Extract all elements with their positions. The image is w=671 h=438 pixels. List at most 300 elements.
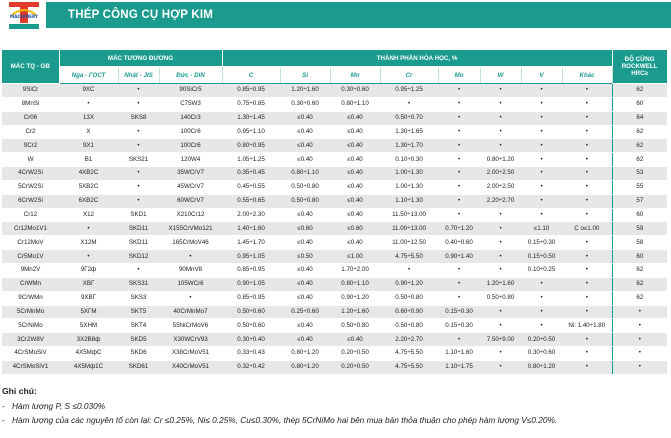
table-cell: 1.30÷1.70 (380, 139, 438, 153)
hardness-cell: • (612, 305, 667, 319)
table-row (2, 194, 667, 208)
table-cell: • (562, 111, 612, 125)
table-cell: 1.20÷1.60 (480, 277, 521, 291)
table-cell: • (562, 208, 612, 222)
table-cell: 9Г2ф (59, 263, 118, 277)
subheader-cell: Nhật - JIS (118, 67, 159, 84)
hardness-cell: 64 (612, 111, 667, 125)
header-hardness: ĐỘ CỨNG ROCKWELL HRC≥ (612, 50, 667, 84)
page-header (0, 0, 671, 31)
table-cell: X155CrVMo121 (159, 222, 222, 236)
table-row (2, 167, 667, 181)
table-cell: ≤0.40 (330, 194, 380, 208)
table-cell: 1.00÷1.30 (380, 167, 438, 181)
table-row (2, 277, 667, 291)
table-cell: SKD11 (118, 236, 159, 250)
table-cell: 4.75÷5.50 (380, 347, 438, 361)
table-cell: 4X5MфC (59, 347, 118, 361)
subheader-cell: Mo (438, 67, 480, 84)
table-cell: • (521, 139, 562, 153)
table-cell: 45WCrV7 (159, 180, 222, 194)
table-cell: 4.75÷5.50 (380, 250, 438, 264)
table-cell: ≤0.50 (280, 250, 330, 264)
table-cell: 0.50÷0.80 (280, 180, 330, 194)
table-cell: • (480, 263, 521, 277)
table-cell: • (480, 139, 521, 153)
table-cell: 0.30÷0.60 (280, 97, 330, 111)
table-cell: • (521, 305, 562, 319)
table-cell: • (438, 180, 480, 194)
table-cell: 0.50÷0.80 (330, 319, 380, 333)
table-row (2, 97, 667, 111)
table-cell: 165CrMoV46 (159, 236, 222, 250)
table-cell: 0.90÷1.40 (438, 250, 480, 264)
table-cell: 0.75÷0.85 (222, 97, 280, 111)
hardness-cell: 62 (612, 153, 667, 167)
subheader-cell: V (521, 67, 562, 84)
hardness-cell: 60 (612, 97, 667, 111)
grade-cell: Cr06 (2, 111, 59, 125)
table-cell: X210Cr12 (159, 208, 222, 222)
table-cell: ≤0.40 (280, 263, 330, 277)
table-cell: • (480, 97, 521, 111)
table-cell: C o≤1.00 (562, 222, 612, 236)
table-cell: • (480, 360, 521, 374)
table-cell: • (59, 222, 118, 236)
table-cell: SKT5 (118, 305, 159, 319)
hardness-cell: 59 (612, 222, 667, 236)
table-cell: 0.80÷1.20 (480, 153, 521, 167)
table-cell: • (480, 347, 521, 361)
table-cell: 2.00÷2.50 (480, 167, 521, 181)
table-cell: • (562, 291, 612, 305)
table-cell: 0.95÷1.10 (222, 125, 280, 139)
table-cell: • (521, 180, 562, 194)
table-cell: SKS31 (118, 277, 159, 291)
table-cell: • (562, 347, 612, 361)
hardness-cell: • (612, 333, 667, 347)
table-cell: 0.50÷0.60 (222, 305, 280, 319)
table-cell: • (380, 263, 438, 277)
table-cell: • (562, 84, 612, 98)
table-cell: • (118, 180, 159, 194)
table-cell: 0.80÷0.95 (222, 139, 280, 153)
header-composition: THÀNH PHẦN HÓA HỌC, % (222, 50, 612, 67)
table-cell: • (438, 97, 480, 111)
grade-cell: Cr12Mo1V1 (2, 222, 59, 236)
table-cell: 0.85÷0.95 (222, 291, 280, 305)
table-cell: 9X1 (59, 139, 118, 153)
subheader-cell: C (222, 67, 280, 84)
table-cell: 1.45÷1.70 (222, 236, 280, 250)
table-cell: 90MnV8 (159, 263, 222, 277)
table-cell: 2.00÷2.30 (222, 208, 280, 222)
table-cell: 55NiCrMoV6 (159, 319, 222, 333)
table-cell: ≤0.40 (280, 125, 330, 139)
table-cell: X40CrMoV51 (159, 360, 222, 374)
subheader-cell: Khác (562, 67, 612, 84)
table-cell: 1.20÷1.60 (280, 84, 330, 98)
table-cell: • (59, 97, 118, 111)
table-cell: 0.50÷0.60 (222, 319, 280, 333)
table-cell: • (562, 167, 612, 181)
grade-cell: 9CrWMn (2, 291, 59, 305)
subheader-cell: Mn (330, 67, 380, 84)
table-cell: 5XB2C (59, 180, 118, 194)
grade-cell: Cr12MoV (2, 236, 59, 250)
table-cell: 2.20÷2.70 (480, 194, 521, 208)
subheader-cell: Đức - DIN (159, 67, 222, 84)
alloy-tool-steel-table (2, 50, 668, 375)
hardness-cell: 60 (612, 250, 667, 264)
notes-title: Ghi chú: (2, 386, 37, 396)
table-cell: • (480, 236, 521, 250)
table-cell: • (480, 305, 521, 319)
table-cell: 0.20÷0.50 (330, 347, 380, 361)
table-cell: SKD1 (118, 208, 159, 222)
table-cell: Ni: 1.40÷1.80 (562, 319, 612, 333)
hardness-cell: 55 (612, 180, 667, 194)
hardness-cell: 62 (612, 263, 667, 277)
grade-cell: 8MnSi (2, 97, 59, 111)
table-cell: • (562, 333, 612, 347)
table-cell: • (562, 360, 612, 374)
hardness-cell: 62 (612, 291, 667, 305)
table-cell: XBГ (59, 277, 118, 291)
subheader-cell: Nga - ГОСТ (59, 67, 118, 84)
table-cell: SKD11 (118, 222, 159, 236)
table-cell: ≤0.40 (330, 236, 380, 250)
table-cell: ≤0.40 (330, 153, 380, 167)
table-cell: • (521, 111, 562, 125)
hardness-cell: 53 (612, 167, 667, 181)
table-cell: 100Cr6 (159, 139, 222, 153)
table-cell: ≤0.40 (330, 333, 380, 347)
table-cell: ≤0.40 (330, 180, 380, 194)
grade-cell: 4CrSMoSiV (2, 347, 59, 361)
svg-text:MACHINERY: MACHINERY (10, 14, 38, 19)
table-cell: X (59, 125, 118, 139)
table-cell: 35WCrV7 (159, 167, 222, 181)
table-cell: 1.05÷1.25 (222, 153, 280, 167)
hardness-cell: 57 (612, 194, 667, 208)
header-grade: MÁC TQ - GB (2, 50, 59, 84)
table-cell: • (480, 125, 521, 139)
table-cell: • (521, 125, 562, 139)
table-cell: 0.90÷1.05 (222, 277, 280, 291)
table-cell: 7.50÷9.00 (480, 333, 521, 347)
table-cell: • (118, 167, 159, 181)
table-cell: • (521, 153, 562, 167)
table-cell: C75W3 (159, 97, 222, 111)
table-cell: X12M (59, 236, 118, 250)
table-cell: 0.25÷0.60 (280, 305, 330, 319)
table-cell: 1.30÷1.45 (222, 111, 280, 125)
hardness-cell: 62 (612, 125, 667, 139)
table-cell: SKT4 (118, 319, 159, 333)
table-row (2, 250, 667, 264)
table-cell: SKD12 (118, 250, 159, 264)
table-cell: 4XB2C (59, 167, 118, 181)
table-cell: 0.50÷0.80 (380, 319, 438, 333)
table-cell: • (562, 194, 612, 208)
table-cell: • (118, 97, 159, 111)
table-cell: 5XHM (59, 319, 118, 333)
table-cell: 6XB2C (59, 194, 118, 208)
table-cell: ≤0.40 (280, 277, 330, 291)
table-cell: ≤0.40 (280, 333, 330, 347)
table-cell: • (438, 167, 480, 181)
table-cell: X38CrMoV51 (159, 347, 222, 361)
table-cell: 60WCrV7 (159, 194, 222, 208)
table-cell: 0.50÷0.80 (380, 291, 438, 305)
table-cell: • (438, 263, 480, 277)
table-cell: 0.55÷0.65 (222, 194, 280, 208)
table-cell: 0.10÷0.30 (380, 153, 438, 167)
table-cell: ≤0.40 (330, 111, 380, 125)
table-cell: 0.15÷0.30 (521, 236, 562, 250)
table-cell: 0.45÷0.55 (222, 180, 280, 194)
table-cell: • (480, 250, 521, 264)
table-cell: 0.35÷0.45 (222, 167, 280, 181)
grade-cell: 5CrNiMo (2, 319, 59, 333)
grade-cell: 5CrW2Si (2, 180, 59, 194)
table-cell: 0.80÷1.20 (521, 360, 562, 374)
table-cell: 0.30÷0.60 (330, 84, 380, 98)
grade-cell: 3Cr2W8V (2, 333, 59, 347)
machinery-logo (8, 1, 40, 30)
table-cell: B1 (59, 153, 118, 167)
table-cell: 0.15÷0.30 (438, 319, 480, 333)
table-cell: • (521, 277, 562, 291)
table-cell: • (438, 84, 480, 98)
table-cell: • (521, 97, 562, 111)
grade-cell: 9SiCr (2, 84, 59, 98)
table-cell: 4.75÷5.50 (380, 360, 438, 374)
table-cell: 2.20÷2.70 (380, 333, 438, 347)
table-cell: • (438, 139, 480, 153)
table-cell: 1.70÷2.00 (330, 263, 380, 277)
table-row (2, 263, 667, 277)
table-cell: • (438, 111, 480, 125)
table-cell: 0.80÷1.20 (280, 347, 330, 361)
hardness-cell: 62 (612, 139, 667, 153)
table-cell: • (521, 167, 562, 181)
table-cell: 0.80÷1.20 (280, 360, 330, 374)
grade-cell: W (2, 153, 59, 167)
table-cell: • (438, 194, 480, 208)
table-cell: ≤0.40 (280, 319, 330, 333)
table-cell: • (118, 84, 159, 98)
table-cell: ≤0.40 (330, 167, 380, 181)
table-cell: 0.50÷0.70 (380, 111, 438, 125)
table-cell: ≤0.60 (280, 222, 330, 236)
table-cell: • (521, 208, 562, 222)
table-cell: • (438, 208, 480, 222)
table-cell: 1.40÷1.60 (222, 222, 280, 236)
table-cell: 0.30÷0.40 (222, 333, 280, 347)
grade-cell: 9Mn2V (2, 263, 59, 277)
table-cell: 1.20÷1.60 (330, 305, 380, 319)
table-cell: 13X (59, 111, 118, 125)
table-row (2, 347, 667, 361)
table-cell: • (480, 208, 521, 222)
table-cell: SKD6 (118, 347, 159, 361)
table-cell: 0.15÷0.30 (438, 305, 480, 319)
table-cell: 1.10÷1.30 (380, 194, 438, 208)
grade-cell: 5CrMnMo (2, 305, 59, 319)
table-row (2, 84, 667, 98)
table-cell: • (118, 125, 159, 139)
table-cell: ≤0.40 (280, 139, 330, 153)
table-cell: 0.30÷0.60 (521, 347, 562, 361)
table-cell: • (480, 222, 521, 236)
header-equivalent: MÁC TƯƠNG ĐƯƠNG (59, 50, 222, 67)
table-cell: X12 (59, 208, 118, 222)
grade-cell: Cr12 (2, 208, 59, 222)
grade-cell: 6CrW2Si (2, 194, 59, 208)
grade-cell: CrWMn (2, 277, 59, 291)
table-cell: • (562, 236, 612, 250)
table-cell: SKD5 (118, 333, 159, 347)
table-cell: 0.85÷0.95 (222, 263, 280, 277)
table-cell: ≤1.10 (521, 222, 562, 236)
table-cell: ≤0.60 (330, 222, 380, 236)
table-cell: 9XBГ (59, 291, 118, 305)
table-cell: • (562, 250, 612, 264)
table-cell: 0.90÷1.20 (380, 277, 438, 291)
table-cell: • (59, 250, 118, 264)
table-cell: 11.50÷13.00 (380, 208, 438, 222)
table-row (2, 208, 667, 222)
table-cell: 100Cr6 (159, 125, 222, 139)
table-cell: SKD61 (118, 360, 159, 374)
page-title: THÉP CÔNG CỤ HỢP KIM (46, 2, 671, 28)
table-cell: SKS3 (118, 291, 159, 305)
table-cell: • (480, 111, 521, 125)
table-cell: • (380, 97, 438, 111)
subheader-cell: Cr (380, 67, 438, 84)
table-cell: 1.10÷1.60 (438, 347, 480, 361)
table-cell: 0.15÷0.50 (521, 250, 562, 264)
table-cell: 0.40÷0.60 (438, 236, 480, 250)
table-cell: ≤0.40 (330, 125, 380, 139)
table-cell: 0.60÷0.90 (380, 305, 438, 319)
table-cell: 0.95÷1.05 (222, 250, 280, 264)
note-item: - Hàm lượng của các nguyên tố còn lại: Cr ≤0.25%, Ni≤ 0.25%, Cu≤0.30%, thép 5CrNiMo hai bên mua bán thỏa thuận cho phép hàm lượng V≤0.20%. (2, 415, 558, 425)
table-cell: ≤0.40 (280, 111, 330, 125)
table-cell: 9XC (59, 84, 118, 98)
table-cell: • (159, 291, 222, 305)
table-cell: ≤0.40 (280, 153, 330, 167)
table-row (2, 236, 667, 250)
table-row (2, 222, 667, 236)
table-cell: • (562, 180, 612, 194)
table-cell: 1.00÷1.30 (380, 180, 438, 194)
table-cell: 0.70÷1.20 (438, 222, 480, 236)
table-cell: 90SiCr5 (159, 84, 222, 98)
hardness-cell: 58 (612, 236, 667, 250)
table-cell: 0.80÷1.10 (330, 97, 380, 111)
table-cell: • (562, 277, 612, 291)
table-cell: 0.80÷1.10 (330, 277, 380, 291)
table-cell: • (480, 319, 521, 333)
table-cell: 140Cr3 (159, 111, 222, 125)
table-row (2, 333, 667, 347)
table-cell: ≤0.40 (280, 208, 330, 222)
table-cell: 1.10÷1.75 (438, 360, 480, 374)
table-cell: • (438, 125, 480, 139)
table-cell: • (562, 125, 612, 139)
hardness-cell: 60 (612, 208, 667, 222)
table-cell: 2.00÷2.50 (480, 180, 521, 194)
table-cell: SKS21 (118, 153, 159, 167)
table-cell: 0.33÷0.43 (222, 347, 280, 361)
table-cell: ≤0.40 (280, 236, 330, 250)
table-row (2, 180, 667, 194)
table-cell: 11.00÷12.50 (380, 236, 438, 250)
table-row (2, 319, 667, 333)
grade-cell: 9Cr2 (2, 139, 59, 153)
subheader-cell: Si (280, 67, 330, 84)
table-cell: 40CrMnMo7 (159, 305, 222, 319)
table-cell: • (562, 263, 612, 277)
table-cell: • (521, 84, 562, 98)
notes-section (2, 386, 667, 429)
table-cell: 4X5Mф1C (59, 360, 118, 374)
table-cell: • (521, 291, 562, 305)
table-row (2, 111, 667, 125)
table-cell: • (159, 250, 222, 264)
table-cell: 0.80÷1.10 (280, 167, 330, 181)
subheader-cell: W (480, 67, 521, 84)
table-cell: 1.30÷1.65 (380, 125, 438, 139)
table-cell: SKS8 (118, 111, 159, 125)
hardness-cell: 62 (612, 84, 667, 98)
table-cell: • (562, 153, 612, 167)
table-cell: 0.20÷0.50 (330, 360, 380, 374)
note-item: - Hàm lượng P, S ≤0.030% (2, 401, 106, 411)
table-row (2, 139, 667, 153)
table-cell: • (562, 97, 612, 111)
table-cell: X30WCrV93 (159, 333, 222, 347)
table-cell: 105WCr6 (159, 277, 222, 291)
hardness-cell: • (612, 347, 667, 361)
table-cell: • (521, 319, 562, 333)
table-cell: • (118, 139, 159, 153)
table-row (2, 305, 667, 319)
table-row (2, 360, 667, 374)
grade-cell: 4CrW2Si (2, 167, 59, 181)
grade-cell: 4CrSMoSiV1 (2, 360, 59, 374)
table-cell: ≤1.00 (330, 250, 380, 264)
table-cell: • (480, 84, 521, 98)
table-cell: • (118, 194, 159, 208)
table-cell: 0.50÷0.80 (280, 194, 330, 208)
hardness-cell: 62 (612, 277, 667, 291)
table-cell: • (438, 333, 480, 347)
table-cell: • (438, 277, 480, 291)
table-cell: 3X2B8ф (59, 333, 118, 347)
table-cell: ≤0.40 (330, 139, 380, 153)
table-cell: ≤0.40 (330, 208, 380, 222)
table-cell: • (562, 139, 612, 153)
table-cell: 0.95÷1.25 (380, 84, 438, 98)
table-cell: • (438, 153, 480, 167)
table-cell: • (118, 263, 159, 277)
grade-cell: Cr5Mo1V (2, 250, 59, 264)
table-cell: 0.50÷0.80 (480, 291, 521, 305)
